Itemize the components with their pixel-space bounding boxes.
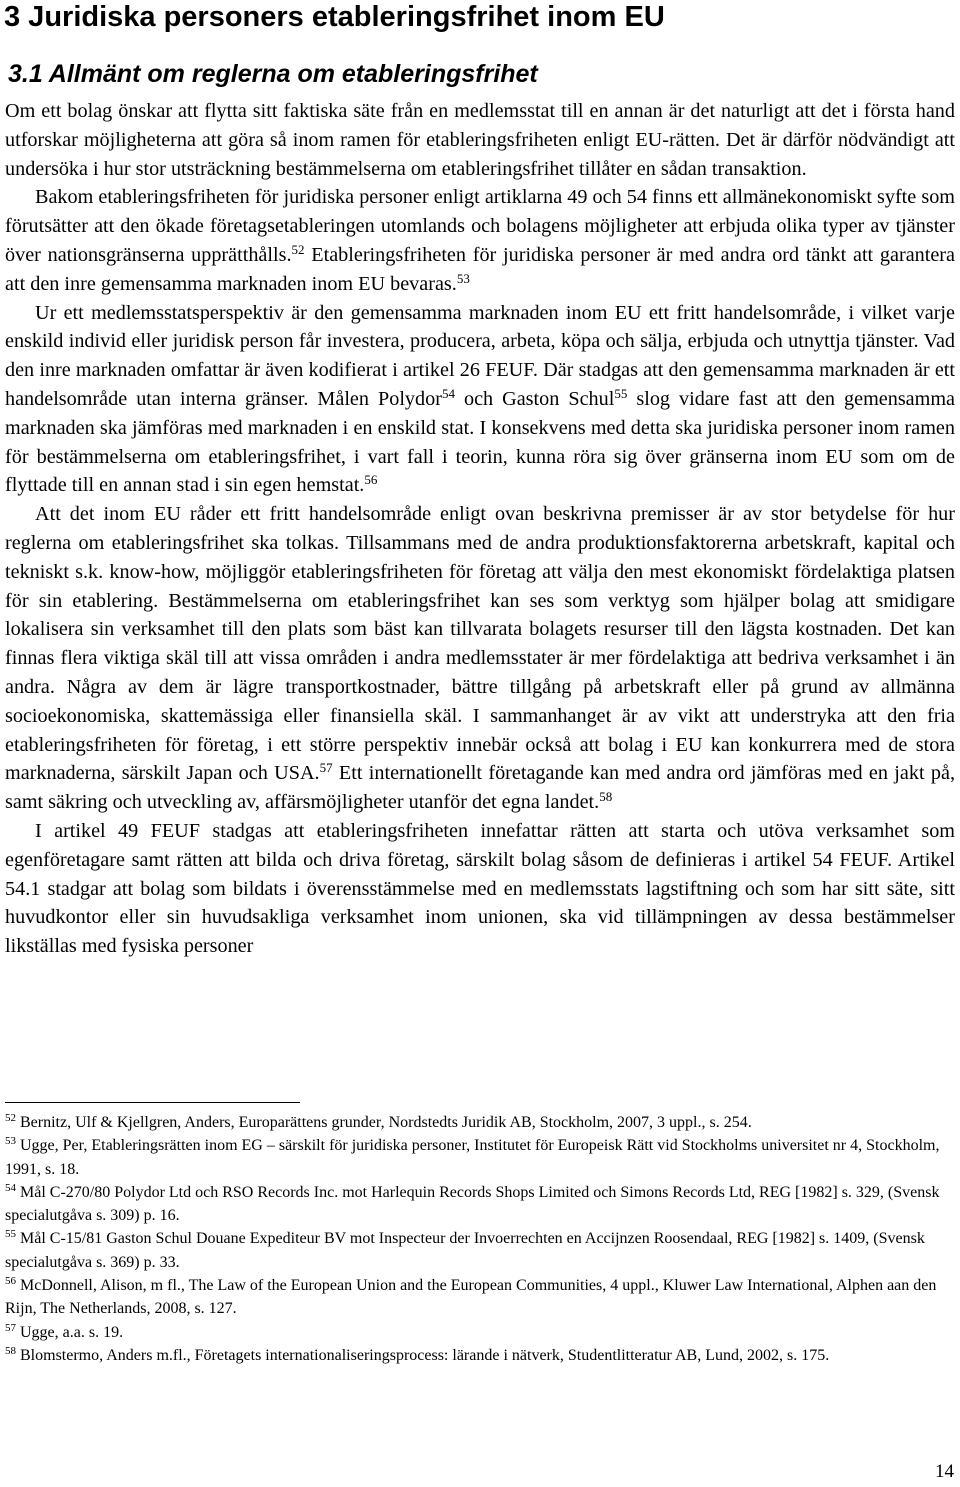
footnote <box>5 1227 945 1274</box>
footnote-ref-52[interactable]: 52 <box>291 241 305 257</box>
paragraph-3-text-a: Ur ett medlemsstatsperspektiv är den gemensamma marknaden inom EU ett fritt handelsområde, i vilket varje enskild individ eller juridisk person får investera, producera, arbeta, köpa och sälja, erbjuda och utnyttja tjänster. Vad den inre marknaden omfattar är även kodifierat i artikel 26 FEUF. Där stadgas att den gemensamma marknaden är ett handelsområde utan interna gränser. Målen Polydor <box>5 301 955 410</box>
paragraph-5: I artikel 49 FEUF stadgas att etableringsfriheten innefattar rätten att starta och utöva verksamhet som egenföretagare samt rätten att bilda och driva företag, särskilt bolag såsom de definieras i artikel 54 FEUF. Artikel 54.1 stadgar att bolag som bildats i överensstämmelse med en medlemsstats lagstiftning och som har sitt säte, sitt huvudkontor eller sin huvudsakliga verksamhet inom unionen, ska vid tillämpningen av dessa bestämmelser likställas med fysiska personer <box>5 819 955 958</box>
footnote <box>5 1344 945 1367</box>
footnote <box>5 1321 945 1344</box>
paragraph-2-text-b: Etableringsfriheten för juridiska personer är med andra ord tänkt att garantera att den inre gemensamma marknaden inom EU bevaras. <box>5 243 955 295</box>
paragraph-3-text-b: och Gaston Schul <box>454 387 615 410</box>
footnote-ref-54[interactable]: 54 <box>441 385 455 401</box>
footnote-ref-58[interactable]: 58 <box>599 789 613 805</box>
paragraph-4-text-a: Att det inom EU råder ett fritt handelsområde enligt ovan beskrivna premisser är av stor betydelse för hur reglerna om etableringsfrihet ska tolkas. Tillsammans med de andra produktionsfaktorerna arbetskraft, kapital och tekniskt s.k. know-how, möjliggör etableringsfriheten för företag att välja den mest ekonomiskt fördelaktiga platsen för sin etablering. Bestämmelserna om etableringsfrihet kan ses som verktyg som hjälper bolag att smidigare lokalisera sin verksamhet till den plats som bäst kan tillvarata bolagets resurser till den lägsta kostnaden. Det kan finnas flera viktiga skäl till att vissa områden i andra medlemsstater är mer fördelaktiga att bedriva verksamhet i än andra. Några av dem är lägre transportkostnader, bättre tillgång på arbetskraft eller på grund av allmänna socioekonomiska, skattemässiga eller finansiella skäl. I sammanhanget är av vikt att understryka att den fria etableringsfriheten för företag, i ett större perspektiv innebär också att bolag i EU kan konkurrera med de stora marknaderna, särskilt Japan och USA. <box>5 503 955 785</box>
footnote <box>5 1134 945 1181</box>
paragraph-3-text-c: slog vidare fast att den gemensamma marknaden ska jämföras med marknaden i en enskild stat. I konsekvens med detta ska juridiska personer inom ramen för bestämmelserna om etableringsfrihet, i vart fall i teorin, kunna röra sig över gränserna inom EU som om de flyttade till en annan stad i sin egen hemstat. <box>5 387 956 497</box>
footnote-separator <box>5 1102 300 1103</box>
paragraph-4 <box>5 500 955 817</box>
paragraph-2 <box>5 183 955 298</box>
footnote <box>5 1274 945 1321</box>
footnote-number: 55 <box>5 1228 16 1241</box>
footnote-ref-53[interactable]: 53 <box>456 270 470 286</box>
footnote-text: McDonnell, Alison, m fl., The Law of the European Union and the European Communities, 4 uppl., Kluwer Law International, Alphen aan den Rijn, The Netherlands, 2008, s. 127. <box>5 1277 937 1318</box>
footnote-number: 57 <box>5 1321 16 1334</box>
footnote-text: Ugge, Per, Etableringsrätten inom EG – särskilt för juridiska personer, Institutet för Europeisk Rätt vid Stockholms universitet nr 4, Stockholm, 1991, s. 18. <box>5 1137 940 1178</box>
footnote <box>5 1111 945 1134</box>
paragraph-3 <box>5 299 955 501</box>
footnote-number: 58 <box>5 1344 16 1357</box>
footnote-ref-57[interactable]: 57 <box>319 760 333 776</box>
footnote-number: 53 <box>5 1135 16 1148</box>
footnote-number: 52 <box>5 1112 16 1124</box>
footnote-ref-55[interactable]: 55 <box>614 385 628 401</box>
section-heading: 3.1 Allmänt om reglerna om etableringsfrihet <box>8 60 538 88</box>
footnote-text: Bernitz, Ulf & Kjellgren, Anders, Europarättens grunder, Nordstedts Juridik AB, Stockholm, 2007, 3 uppl., s. 254. <box>16 1114 752 1131</box>
page-number: 14 <box>935 1461 954 1482</box>
footnote-text: Mål C-15/81 Gaston Schul Douane Expediteur BV mot Inspecteur der Invoerrechten en Accijnzen Roosendaal, REG [1982] s. 1409, (Svensk specialutgåva s. 369) p. 33. <box>5 1230 925 1271</box>
footnotes <box>5 1111 945 1367</box>
footnote-number: 56 <box>5 1275 16 1288</box>
footnote-text: Blomstermo, Anders m.fl., Företagets internationaliseringsprocess: lärande i nätverk, Studentlitteratur AB, Lund, 2002, s. 175. <box>16 1346 830 1364</box>
footnote-number: 54 <box>5 1181 16 1194</box>
footnote-ref-56[interactable]: 56 <box>364 472 378 488</box>
footnote-text: Ugge, a.a. s. 19. <box>16 1323 124 1341</box>
paragraph-4-text-b: Ett internationellt företagande kan med andra ord jämföras med en jakt på, samt säkring och utveckling av, affärsmöjligheter utanför det egna landet. <box>5 762 955 814</box>
footnote <box>5 1181 945 1228</box>
body-text <box>5 97 955 961</box>
paragraph-2-text-a: Bakom etableringsfriheten för juridiska personer enligt artiklarna 49 och 54 finns ett allmänekonomiskt syfte som förutsätter att den ökade företagsetableringen utomlands och bolagens möjligheter att erbjuda olika typer av tjänster över nationsgränserna upprätthålls. <box>5 186 955 266</box>
footnote-text: Mål C-270/80 Polydor Ltd och RSO Records Inc. mot Harlequin Records Shops Limited och Simons Records Ltd, REG [1982] s. 329, (Svensk specialutgåva s. 309) p. 16. <box>5 1183 940 1225</box>
paragraph-1: Om ett bolag önskar att flytta sitt faktiska säte från en medlemsstat till en annan är det naturligt att det i första hand utforskar möjligheterna att göra så inom ramen för etableringsfriheten enligt EU-rätten. Det är därför nödvändigt att undersöka i hur stor utsträckning bestämmelserna om etableringsfrihet tillåter en sådan transaktion. <box>5 100 955 180</box>
chapter-heading: 3 Juridiska personers etableringsfrihet inom EU <box>4 1 665 33</box>
